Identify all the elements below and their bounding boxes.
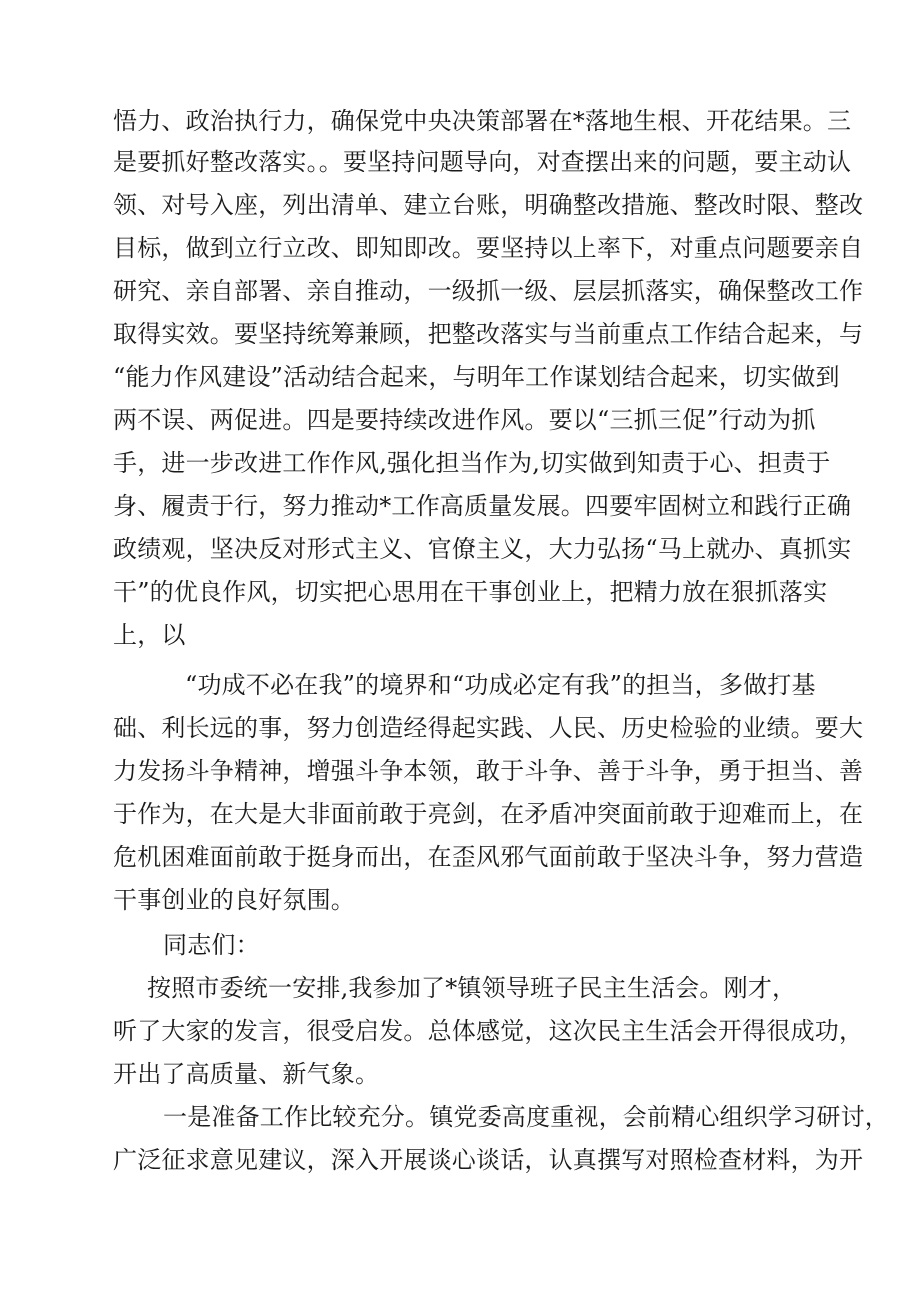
text-line: 目标，做到立行立改、即知即改。要坚持以上率下，对重点问题要亲自 [113,234,864,262]
text-line: 身、履责于行，努力推动*工作高质量发展。四要牢固树立和践行正确 [113,492,852,520]
text-line: 干事创业的良好氛围。 [113,886,355,914]
text-line: 广泛征求意见建议，深入开展谈心谈话，认真撰写对照检查材料，为开 [113,1146,864,1174]
text-line: 手，进一步改进工作作风,强化担当作为,切实做到知责于心、担责于 [113,449,831,477]
paragraph-first-line: 按照市委统一安排,我参加了*镇领导班子民主生活会。刚才， [147,974,797,1002]
text-line: 是要抓好整改落实。。要坚持问题导向，对查摆出来的问题，要主动认 [113,148,852,176]
text-line: 听了大家的发言，很受启发。总体感觉，这次民主生活会开得很成功， [113,1017,864,1045]
paragraph-first-line: 一是准备工作比较充分。镇党委高度重视，会前精心组织学习研讨， [163,1103,889,1131]
text-line: 悟力、政治执行力，确保党中央决策部署在*落地生根、开花结果。三 [113,107,852,135]
text-line: 政绩观，坚决反对形式主义、官僚主义，大力弘扬“马上就办、真抓实 [113,535,852,563]
text-line: 干”的优良作风，切实把心思用在干事创业上，把精力放在狠抓落实 [113,578,828,606]
text-line: 开出了高质量、新气象。 [113,1060,380,1088]
text-line: 础、利长远的事，努力创造经得起实践、人民、历史检验的业绩。要大 [113,714,864,742]
text-line: 于作为，在大是大非面前敢于亮剑，在矛盾冲突面前敢于迎难而上，在 [113,800,864,828]
text-line: 上，以 [113,621,186,649]
text-line: 危机困难面前敢于挺身而出，在歪风邪气面前敢于坚决斗争，努力营造 [113,843,864,871]
text-line: 研究、亲自部署、亲自推动，一级抓一级、层层抓落实，确保整改工作 [113,277,864,305]
paragraph-first-line: “功成不必在我”的境界和“功成必定有我”的担当，多做打基 [185,671,816,699]
text-line: 两不误、两促进。四是要持续改进作风。要以“三抓三促”行动为抓 [113,406,816,434]
text-line: 领、对号入座，列出清单、建立台账，明确整改措施、整改时限、整改 [113,191,864,219]
text-line: 力发扬斗争精神，增强斗争本领，敢于斗争、善于斗争，勇于担当、善 [113,757,864,785]
salutation: 同志们： [163,931,260,959]
text-line: “能力作风建设”活动结合起来，与明年工作谋划结合起来，切实做到 [113,363,840,391]
text-line: 取得实效。要坚持统筹兼顾，把整改落实与当前重点工作结合起来，与 [113,320,864,348]
